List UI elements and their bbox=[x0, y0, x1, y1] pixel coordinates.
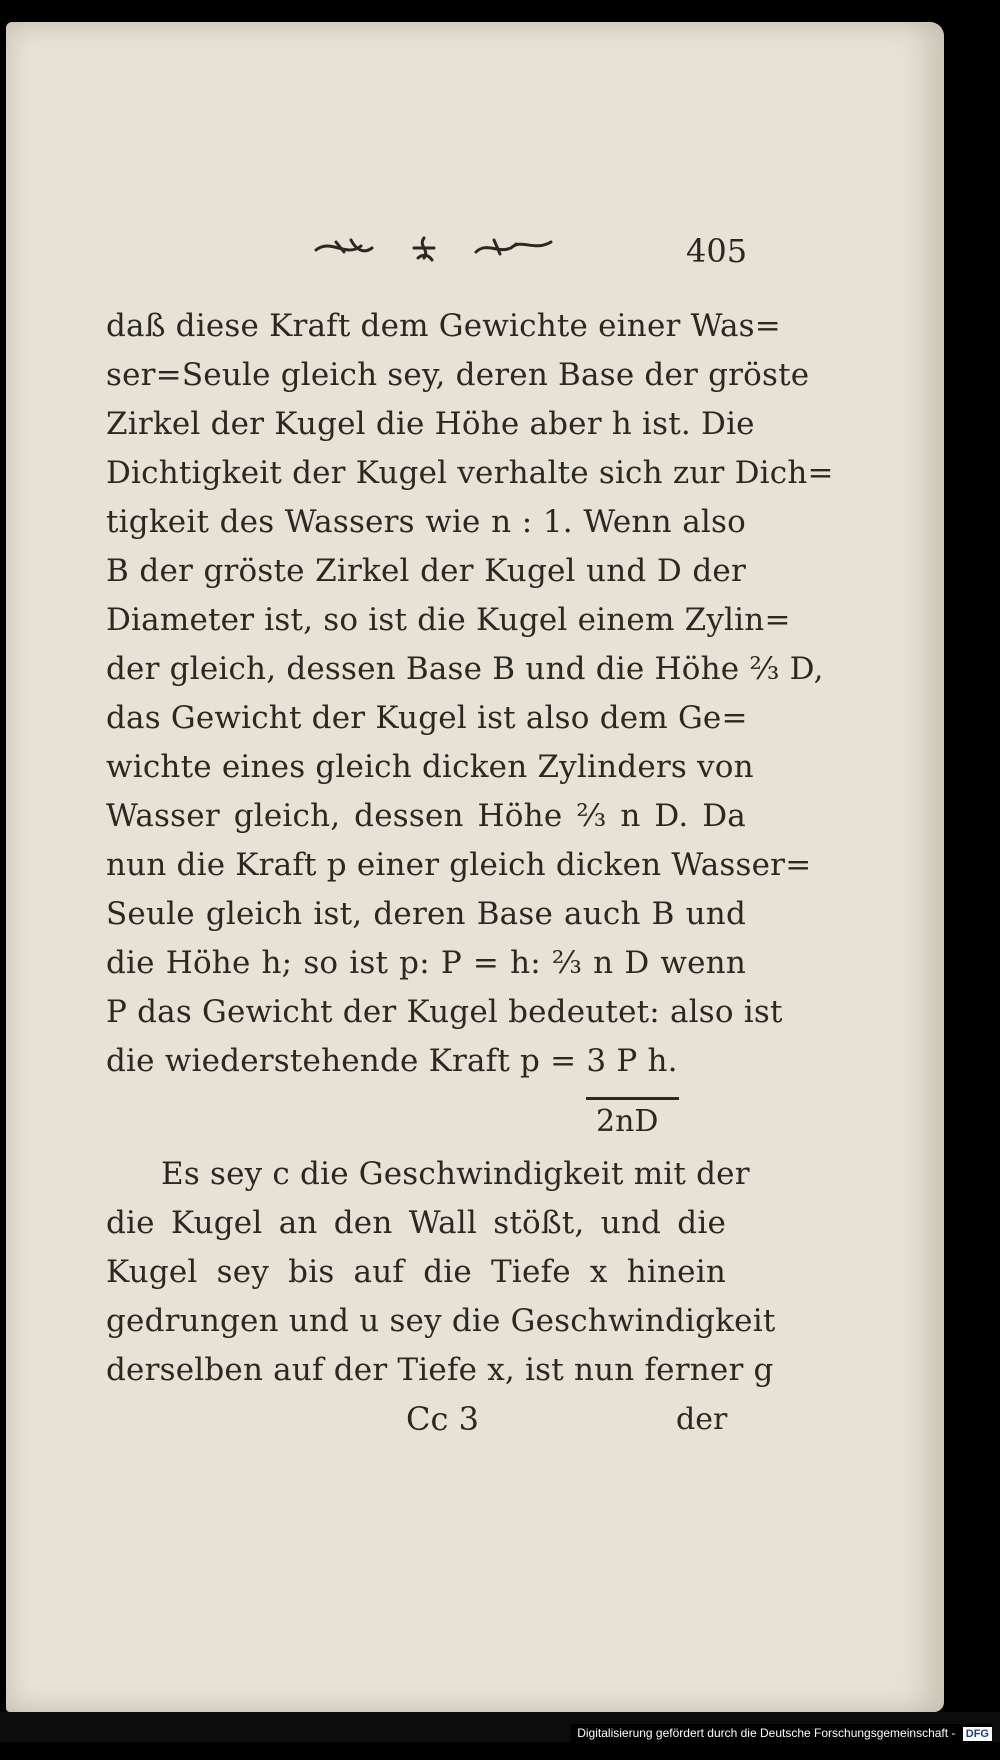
paragraph-2 bbox=[106, 1150, 776, 1395]
text-line: B der gröste Zirkel der Kugel und D der bbox=[106, 553, 746, 589]
page-edge bbox=[936, 52, 944, 1692]
paragraph-1 bbox=[106, 302, 834, 1086]
fraction-denominator: 2nD bbox=[596, 1104, 659, 1139]
digitization-credit bbox=[571, 1724, 992, 1742]
text-line: die Kugel an den Wall stößt, und die bbox=[106, 1205, 726, 1241]
text-line: das Gewicht der Kugel ist also dem Ge= bbox=[106, 700, 748, 736]
text-line: Dichtigkeit der Kugel verhalte sich zur Dich= bbox=[106, 455, 834, 491]
text-line: wichte eines gleich dicken Zylinders von bbox=[106, 749, 754, 785]
page-number: 405 bbox=[686, 232, 748, 270]
credit-text: Digitalisierung gefördert durch die Deutsche Forschungsgemeinschaft - bbox=[577, 1726, 956, 1740]
text-line: Es sey c die Geschwindigkeit mit der bbox=[161, 1156, 750, 1192]
text-line: gedrungen und u sey die Geschwindigkeit bbox=[106, 1303, 776, 1339]
dfg-logo: DFG bbox=[963, 1727, 992, 1741]
catchword: der bbox=[676, 1402, 728, 1437]
text-line: derselben auf der Tiefe x, ist nun ferner g bbox=[106, 1352, 774, 1388]
text-line: Diameter ist, so ist die Kugel einem Zylin= bbox=[106, 602, 791, 638]
text-line: tigkeit des Wassers wie n : 1. Wenn also bbox=[106, 504, 746, 540]
text-line: die Höhe h; so ist p: P = h: ⅔ n D wenn bbox=[106, 945, 746, 981]
scan-bottom-band bbox=[0, 1712, 1000, 1742]
text-line: die wiederstehende Kraft p = 3 P h. bbox=[106, 1043, 678, 1079]
page-header bbox=[6, 222, 944, 282]
text-line: Seule gleich ist, deren Base auch B und bbox=[106, 896, 746, 932]
text-line: ser=Seule gleich sey, deren Base der gröste bbox=[106, 357, 810, 393]
text-line: der gleich, dessen Base B und die Höhe ⅔ D, bbox=[106, 651, 824, 687]
text-line: Wasser gleich, dessen Höhe ⅔ n D. Da bbox=[106, 798, 746, 834]
text-line: daß diese Kraft dem Gewichte einer Was= bbox=[106, 308, 781, 344]
printer-ornament-icon bbox=[306, 228, 566, 268]
text-line: nun die Kraft p einer gleich dicken Wasser= bbox=[106, 847, 812, 883]
book-page bbox=[6, 22, 944, 1712]
fraction-bar bbox=[586, 1097, 679, 1100]
text-line: Kugel sey bis auf die Tiefe x hinein bbox=[106, 1254, 726, 1290]
text-line: Zirkel der Kugel die Höhe aber h ist. Die bbox=[106, 406, 755, 442]
signature-mark: Cc 3 bbox=[406, 1400, 479, 1438]
text-line: P das Gewicht der Kugel bedeutet: also ist bbox=[106, 994, 783, 1030]
